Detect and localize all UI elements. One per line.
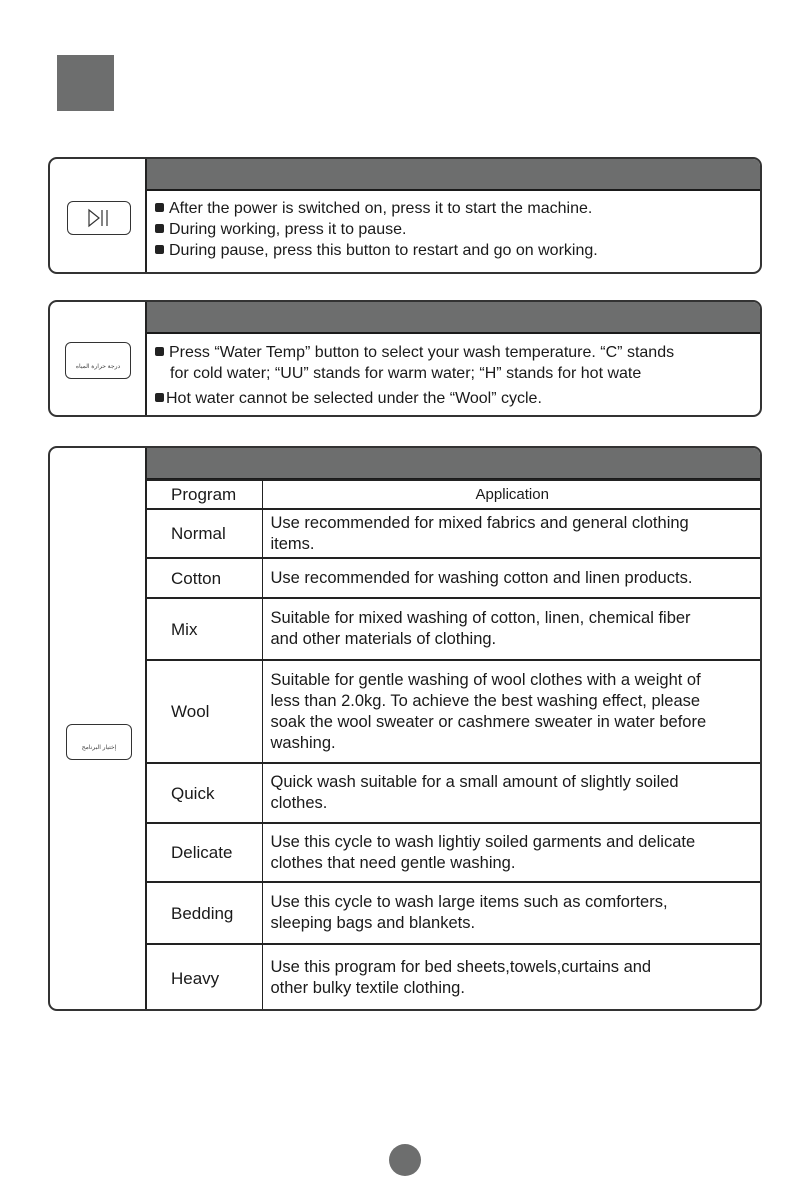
application-text-line: clothes. <box>270 794 328 812</box>
panel-header-bar <box>147 448 760 480</box>
panel-button-column <box>50 302 147 415</box>
program-application-cell <box>262 660 762 763</box>
section-marker-icon <box>57 55 114 111</box>
bullet-icon <box>155 245 164 254</box>
program-button-label: إختيار البرنامج <box>81 744 117 751</box>
program-application-cell <box>262 823 762 882</box>
panel-button-column <box>50 159 147 272</box>
program-name-cell: Cotton <box>147 558 262 598</box>
program-name-cell: Delicate <box>147 823 262 882</box>
bullet-text: Press “Water Temp” button to select your wash temperature. “C” stands <box>169 344 675 361</box>
panel-header-bar <box>147 159 760 191</box>
panel-body <box>147 191 760 272</box>
bullet-item <box>155 219 760 240</box>
start-pause-button[interactable] <box>67 201 131 235</box>
application-text-line: less than 2.0kg. To achieve the best washing effect, please <box>270 691 701 710</box>
panel-body <box>147 334 760 415</box>
bullet-item <box>155 388 760 409</box>
bullet-text: Hot water cannot be selected under the “Wool” cycle. <box>166 390 542 407</box>
bullet-icon <box>155 224 164 233</box>
water-temp-button-label: درجة حرارة المياه <box>75 364 121 370</box>
table-header-row <box>147 480 762 509</box>
page-indicator-icon <box>389 1144 421 1176</box>
application-text-line: other bulky textile clothing. <box>270 979 465 997</box>
table-row <box>147 823 762 882</box>
bullet-icon <box>155 203 164 212</box>
application-text-line: items. <box>270 534 315 553</box>
panel-header-bar <box>147 302 760 334</box>
program-select-button[interactable] <box>66 724 132 760</box>
table-row <box>147 763 762 823</box>
table-row <box>147 509 762 558</box>
program-application-cell <box>262 509 762 558</box>
water-temp-panel <box>48 300 762 417</box>
program-panel <box>48 446 762 1011</box>
water-temp-button[interactable] <box>65 342 131 379</box>
program-name-cell: Bedding <box>147 882 262 944</box>
bullet-item <box>155 198 760 219</box>
application-text-line: sleeping bags and blankets. <box>270 914 476 932</box>
program-table <box>147 479 762 1011</box>
program-application-cell <box>262 598 762 660</box>
bullet-item <box>155 240 760 261</box>
program-application-cell <box>262 882 762 944</box>
application-text-line: Use recommended for washing cotton and linen products. <box>270 568 693 587</box>
application-text-line: Suitable for gentle washing of wool clothes with a weight of <box>270 670 701 689</box>
table-row <box>147 598 762 660</box>
application-text-line: Quick wash suitable for a small amount of slightly soiled <box>270 773 679 791</box>
table-row <box>147 558 762 598</box>
application-text-line: clothes that need gentle washing. <box>270 853 516 872</box>
bullet-item <box>155 342 760 363</box>
application-text-line: Use recommended for mixed fabrics and general clothing <box>270 513 689 532</box>
bullet-text: for cold water; “UU” stands for warm water; “H” stands for hot wate <box>170 365 642 382</box>
application-text-line: and other materials of clothing. <box>270 630 497 648</box>
program-application-cell <box>262 763 762 823</box>
program-name-cell: Quick <box>147 763 262 823</box>
bullet-icon <box>155 347 164 356</box>
table-row <box>147 882 762 944</box>
program-name-cell: Wool <box>147 660 262 763</box>
column-header-program: Program <box>147 480 262 509</box>
application-text-line: Use this cycle to wash lightiy soiled garments and delicate <box>270 832 696 851</box>
program-name-cell: Normal <box>147 509 262 558</box>
application-text-line: Suitable for mixed washing of cotton, linen, chemical fiber <box>270 609 691 627</box>
program-application-cell <box>262 944 762 1011</box>
panel-button-column <box>50 448 147 1009</box>
program-application-cell <box>262 558 762 598</box>
application-text-line: Use this cycle to wash large items such as comforters, <box>270 893 668 911</box>
bullet-text: After the power is switched on, press it to start the machine. <box>169 200 593 217</box>
bullet-text: During working, press it to pause. <box>169 221 407 238</box>
table-row <box>147 660 762 763</box>
application-text-line: soak the wool sweater or cashmere sweater in water before <box>270 712 707 731</box>
table-row <box>147 944 762 1011</box>
bullet-text: During pause, press this button to restart and go on working. <box>169 242 598 259</box>
start-pause-panel <box>48 157 762 274</box>
program-name-cell: Heavy <box>147 944 262 1011</box>
bullet-continuation <box>155 363 760 384</box>
column-header-application: Application <box>262 480 762 509</box>
application-text-line: washing. <box>270 733 336 752</box>
bullet-icon <box>155 393 164 402</box>
application-text-line: Use this program for bed sheets,towels,curtains and <box>270 958 652 976</box>
program-name-cell: Mix <box>147 598 262 660</box>
play-pause-icon <box>87 208 111 228</box>
